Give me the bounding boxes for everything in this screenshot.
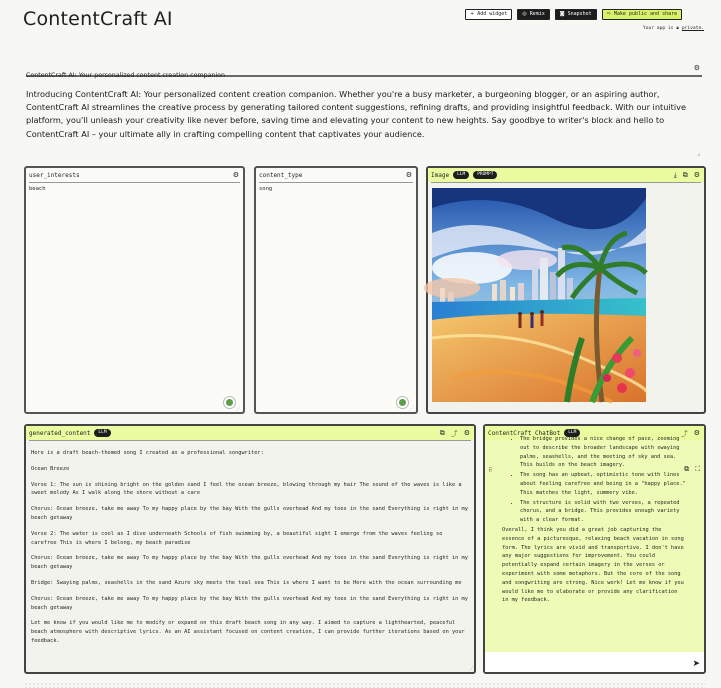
privacy-link[interactable]: private. — [681, 25, 704, 31]
copy-icon[interactable]: ⧉ — [684, 465, 690, 473]
message-actions — [684, 465, 700, 474]
chat-message — [502, 435, 686, 605]
chat-messages — [485, 436, 704, 656]
bottom-edge — [24, 682, 706, 688]
generated-content-panel — [24, 424, 476, 674]
add-widget-label: Add widget — [477, 11, 508, 17]
add-widget-button[interactable] — [465, 9, 512, 20]
camera-icon: ◙ — [559, 11, 565, 17]
paragraph: Here is a draft beach-themed song I created as a professional songwriter: — [31, 450, 264, 456]
settings-icon[interactable]: ⚙ — [463, 429, 470, 437]
settings-icon[interactable]: ⚙ — [693, 64, 700, 72]
resize-handle-icon[interactable]: ⌟ — [697, 150, 700, 157]
resize-grip-icon[interactable]: ⋰ — [409, 406, 414, 412]
expand-icon[interactable]: ⛶ — [695, 465, 700, 473]
image-label: Image — [431, 171, 450, 179]
divider — [431, 182, 701, 183]
generated-content-label: generated_content — [29, 429, 91, 437]
intro-heading: ContentCraft AI: Your personalized content creation companion — [26, 72, 226, 79]
top-actions — [465, 9, 682, 20]
user-interests-header — [26, 168, 243, 182]
copy-icon[interactable]: ⧉ — [439, 429, 445, 437]
send-icon[interactable]: ➤ — [692, 659, 700, 669]
app-title: ContentCraft AI — [23, 8, 173, 30]
image-header — [428, 168, 704, 182]
llm-badge: LLM — [453, 171, 469, 179]
paragraph: Chorus: Ocean breeze, take me away To my happy place by the bay With the gulls overhead And my toes in the sand Everything is right in my beach getaway — [31, 506, 468, 521]
intro-body: Introducing ContentCraft AI: Your personalized content creation companion. Whether you're a busy marketer, a burgeoning blogger, or an aspiring author, ContentCraft AI streamlines the creative process by generating tailored content suggestions, refining drafts, and providing insightful feedback. With our intuitive platform, you'll unleash your creativity like never before, saving time and elevating your content to new heights. Say goodbye to writer's block and hello to ContentCraft AI – your ultimate ally in crafting compelling content that captivates your audience. — [26, 89, 687, 139]
plus-icon: + — [470, 11, 475, 17]
snapshot-button[interactable] — [555, 9, 597, 20]
remix-label: Remix — [529, 11, 545, 17]
paragraph: Chorus: Ocean breeze, take me away To my happy place by the bay With the gulls overhead And my toes in the sand Everything is right in my beach getaway — [31, 595, 468, 611]
chat-closing: Overall, I think you did a great job capturing the essence of a picturesque, relaxing beach vacation in song form. The lyrics are vivid and transportive. I don't have any major suggestions for improvement. You could potentially expand certain imagery in the verses or experiment with some metaphors. But the core of the song and songwriting are strong. Nice work! Let me know if you would like me to elaborate or provide any clarification in my feedback. — [502, 526, 684, 604]
content-type-panel — [254, 166, 418, 414]
llm-badge: LLM — [94, 429, 110, 437]
list-item: • The song has an upbeat, optimistic tone with lines about feeling carefree and being in a "happy place." This matches the light, summery vibe. — [520, 471, 686, 497]
settings-icon[interactable]: ⚙ — [232, 171, 239, 179]
settings-icon[interactable]: ⚙ — [405, 171, 412, 179]
generated-content-header — [26, 426, 474, 440]
assistant-icon[interactable] — [223, 396, 236, 409]
paragraph: Chorus: Ocean breeze, take me away To my happy place by the bay With the gulls overhead And my toes in the sand Everything is right in my beach getaway — [31, 555, 468, 571]
drag-handle-icon[interactable]: ⠿ — [488, 467, 493, 474]
list-item: • The structure is solid with two verses, a repeated chorus, and a bridge. This provides enough variety with a clear format. — [520, 499, 686, 525]
user-interests-label: user_interests — [29, 171, 80, 179]
content-type-label: content_type — [259, 171, 303, 179]
assistant-icon[interactable] — [396, 396, 409, 409]
privacy-prefix: Your app is — [642, 25, 674, 31]
privacy-status — [643, 25, 704, 31]
image-panel — [426, 166, 706, 414]
chat-input[interactable] — [485, 652, 704, 672]
user-interests-panel — [24, 166, 245, 414]
snapshot-label: Snapshot — [567, 11, 592, 17]
make-public-label: Make public and share — [613, 11, 678, 17]
lock-icon: 🔒︎ — [676, 26, 679, 31]
copy-icon[interactable]: ⧉ — [682, 171, 688, 179]
content-type-header — [256, 168, 416, 182]
intro-header — [26, 62, 702, 77]
list-item: • The bridge provides a nice change of pace, zooming out to describe the broader landscape with swaying palms, seashells, and the meeting of sky and sea. This builds on the beach imagery. — [520, 435, 686, 470]
paragraph: Verse 1: The sun is shining bright on the golden sand I feel the ocean breeze, blowing through my hair The sound of the waves is like a sweet melody As I walk along the shore without a care — [31, 481, 462, 497]
llm-badge: LLM — [564, 429, 580, 437]
resize-grip-icon[interactable]: ⋰ — [236, 406, 241, 412]
download-icon[interactable]: ⤓ — [673, 171, 677, 179]
chatbot-label: ContentCraft ChatBot — [488, 429, 561, 437]
paragraph: Ocean Breeze — [31, 465, 70, 472]
export-icon[interactable]: ⤴ — [680, 430, 688, 438]
remix-button[interactable] — [517, 9, 549, 20]
paragraph: Verse 2: The water is cool as I dive underneath Schools of fish swimming by, a beautiful sight I emerge from the waves feeling so carefree This is where I belong, my beach paradise — [31, 530, 443, 546]
paragraph: Let me know if you would like me to modify or expand on this draft beach song in any way. I aimed to capture a lighthearted, peaceful beach atmosphere with descriptive lyrics. As an AI assistant focused on content creation, I can provide further iterations based on your feedback. — [31, 620, 465, 644]
prompt-badge[interactable]: PROMPT — [473, 171, 497, 179]
chatbot-panel — [483, 424, 706, 674]
share-icon: ⇨ — [606, 11, 611, 17]
content-type-input[interactable]: song — [259, 186, 273, 192]
remix-icon: ◎ — [522, 11, 527, 17]
settings-icon[interactable]: ⚙ — [693, 429, 700, 437]
generated-beach-image — [432, 188, 646, 402]
make-public-button[interactable] — [602, 9, 682, 20]
paragraph: Bridge: Swaying palms, seashells in the sand Azure sky meets the teal sea This is where I want to be Here with the ocean surrounding me — [31, 579, 462, 586]
resize-grip-icon[interactable]: ⋰ — [469, 666, 474, 672]
export-icon[interactable]: ⤴ — [450, 430, 458, 438]
user-interests-input[interactable]: beach — [29, 186, 46, 192]
settings-icon[interactable]: ⚙ — [693, 171, 700, 179]
generated-content-text — [26, 441, 474, 661]
